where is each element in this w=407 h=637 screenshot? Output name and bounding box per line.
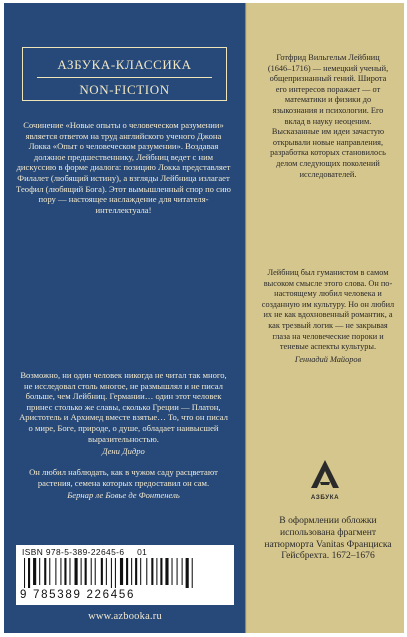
fontenelle-quote-author: Бернар ле Бовье де Фонтенель (67, 490, 180, 501)
author-bio: Готфрид Вильгельм Лейбниц (1646–1716) — немецкий ученый, общепризнанный гений. Широта его интересов поражает — от математики и физики до языкознания и психологии. Его вклад в науку неоценим. Высказанные им идеи зачастую открывали новые направления, разработка которых становилось делом следующих поколений исследователей. (267, 53, 389, 179)
mayorov-quote-author: Геннадий Майоров (294, 354, 362, 364)
barcode-bar (115, 558, 116, 588)
barcode-bar (60, 558, 61, 585)
isbn-number: ISBN 978-5-389-22645-6 (22, 547, 125, 557)
barcode-bar (126, 558, 128, 585)
barcode-bar (85, 558, 87, 585)
barcode-bar (146, 558, 147, 585)
fontenelle-quote-text: Он любил наблюдать, как в чужом саду расцветают растения, семена которых предоставил он сам. (29, 467, 218, 488)
barcode-bar (177, 558, 178, 585)
barcode-bar (106, 558, 107, 585)
cover-credit: В оформлении обложки использована фрагмент натюрморта Vanitas Франциска Гейсбрехта. 1672–1676 (264, 515, 392, 562)
barcode-bar (64, 558, 66, 585)
mayorov-quote-text: Лейбниц был гуманистом в самом высоком смысле этого слова. Он по-настоящему любил человека и созданную им культуру. Но он любил их не как вдохновенный романтик, а как трезвый логик — не закрывая глаза на человеческие пороки и теневые аспекты культуры. (261, 268, 395, 352)
diderot-quote-text: Возможно, ни один человек никогда не читал так много, не исследовал столь многое, не размышлял и не писал больше, чем Лейбниц. Германии… один этот человек принес столько же славы, сколько Греции — Платон, Аристотель и Архимед вместе взятые… То, что он писал о мире, Боге, природе, о душе, обладает наивысшей выразительностью. (19, 370, 228, 444)
series-subtitle: NON-FICTION (79, 82, 170, 97)
fontenelle-quote (16, 467, 231, 501)
barcode-bar (156, 558, 157, 585)
barcode-bar (69, 558, 70, 585)
barcode-bar (120, 558, 123, 585)
barcode-bar (44, 558, 46, 585)
barcode-bar (101, 558, 103, 585)
barcode-bar (186, 558, 189, 588)
barcode-bar (182, 558, 183, 585)
barcode-bar (81, 558, 82, 585)
description-paragraph: Сочинение «Новые опыты о человеческом разумении» является ответом на труд английского ученого Джона Локка «Опыт о человеческом разумении». Воздавая должное предшественнику, Лейбниц ведет с ним дискуссию в форме диалога: позицию Локка представляет Филалет (любящий истину), а взгляды Лейбница излагает Теофил (любящий Бога). Этот вымышленный спор по сию пору — настоящее наслаждение для читателя-интеллектуала! (16, 120, 231, 215)
barcode-bars (22, 558, 228, 588)
barcode-bar (140, 558, 141, 585)
series-divider (37, 77, 212, 78)
barcode-bar (192, 558, 193, 588)
panel-divider (245, 3, 247, 633)
barcode-bar (95, 558, 96, 585)
barcode-bar (91, 558, 92, 585)
barcode-bar (165, 558, 168, 585)
barcode-bar (172, 558, 173, 585)
barcode-bar (131, 558, 132, 585)
barcode-bar (135, 558, 137, 585)
mayorov-quote (260, 268, 396, 365)
barcode-bar (33, 558, 36, 585)
isbn-label (22, 547, 147, 557)
barcode-bar (55, 558, 56, 585)
barcode-digits: 9 785389 226456 (20, 589, 136, 601)
diderot-quote (16, 370, 231, 457)
website-url[interactable]: www.azbooka.ru (88, 611, 162, 622)
barcode-bar (151, 558, 153, 585)
logo-label: АЗБУКА (310, 494, 340, 501)
barcode-bar (75, 558, 78, 585)
barcode-bar (28, 558, 30, 588)
series-box (22, 47, 227, 101)
series-title: АЗБУКА-КЛАССИКА (57, 57, 192, 72)
barcode-bar (39, 558, 40, 585)
barcode-bar (49, 558, 50, 585)
diderot-quote-author: Дени Дидро (102, 446, 145, 457)
barcode-bar (111, 558, 112, 588)
book-back-cover (4, 3, 404, 633)
barcode-bar (160, 558, 162, 585)
barcode-bar (24, 558, 25, 588)
isbn-suffix: 01 (137, 547, 148, 557)
barcode-box (16, 545, 234, 605)
